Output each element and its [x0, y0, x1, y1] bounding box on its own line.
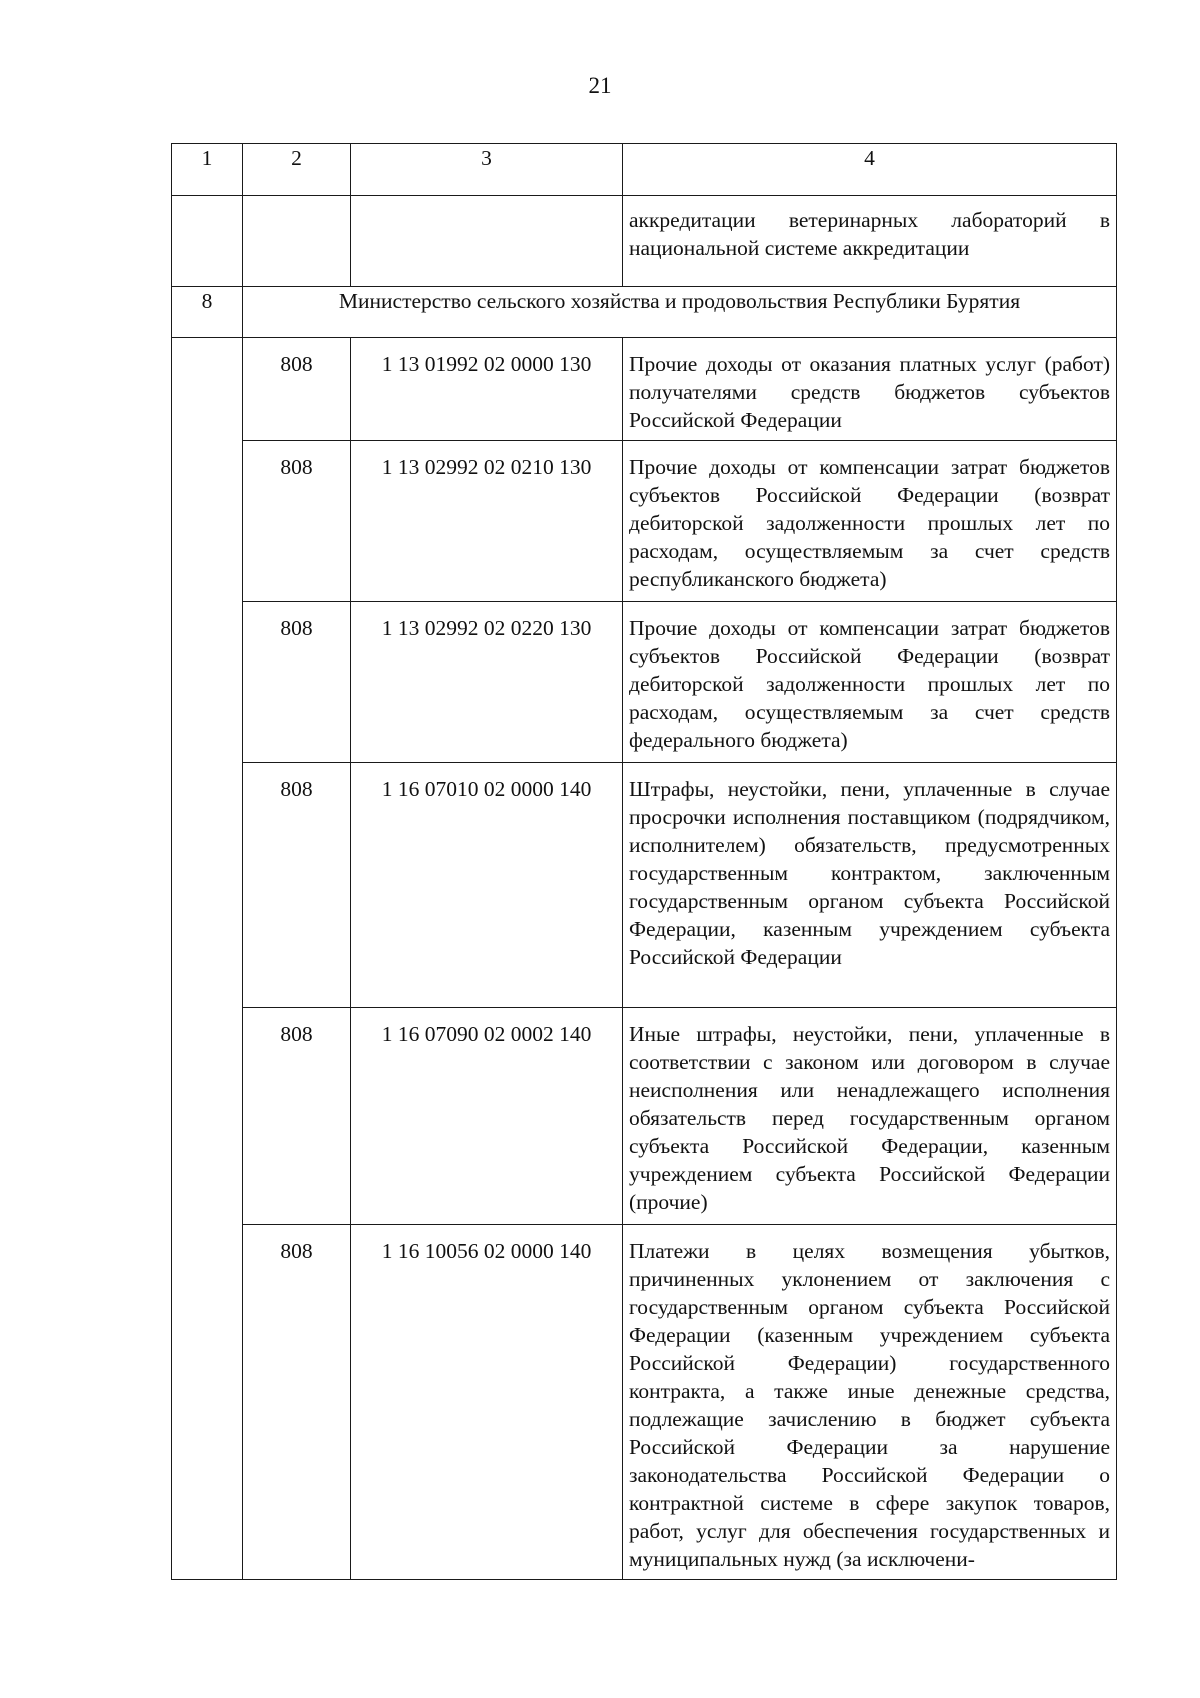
revenue-description: Прочие доходы от оказания платных услуг (работ) получателями средств бюджетов субъектов Российской Федерации [623, 338, 1117, 441]
header-col-3: 3 [351, 144, 623, 196]
table-row [172, 602, 1117, 763]
revenue-description: Штрафы, неустойки, пени, уплаченные в случае просрочки исполнения поставщиком (подрядчиком, исполнителем) обязательств, предусмотренных государственным контрактом, заключенным государственным органом субъекта Российской Федерации, казенным учреждением субъекта Российской Федерации [623, 763, 1117, 1008]
admin-code: 808 [243, 441, 351, 602]
admin-code: 808 [243, 338, 351, 441]
continuation-text: аккредитации ветеринарных лабораторий в национальной системе аккредитации [623, 196, 1117, 287]
empty-cell [351, 196, 623, 287]
continuation-row [172, 196, 1117, 287]
empty-cell [172, 196, 243, 287]
revenue-code: 1 13 02992 02 0220 130 [351, 602, 623, 763]
revenue-code: 1 16 07090 02 0002 140 [351, 1008, 623, 1225]
section-title: Министерство сельского хозяйства и продовольствия Республики Бурятия [243, 287, 1117, 338]
table-row [172, 1008, 1117, 1225]
page-number: 21 [588, 73, 612, 98]
empty-cell [243, 196, 351, 287]
table-row [172, 1225, 1117, 1580]
revenue-code: 1 16 10056 02 0000 140 [351, 1225, 623, 1580]
header-col-2: 2 [243, 144, 351, 196]
revenue-code: 1 13 02992 02 0210 130 [351, 441, 623, 602]
admin-code: 808 [243, 763, 351, 1008]
admin-code: 808 [243, 1225, 351, 1580]
table-row [172, 763, 1117, 1008]
header-col-1: 1 [172, 144, 243, 196]
revenue-description: Прочие доходы от компенсации затрат бюджетов субъектов Российской Федерации (возврат дебиторской задолженности прошлых лет по расходам, осуществляемым за счет средств федерального бюджета) [623, 602, 1117, 763]
empty-cell [172, 338, 243, 1580]
revenue-description: Прочие доходы от компенсации затрат бюджетов субъектов Российской Федерации (возврат дебиторской задолженности прошлых лет по расходам, осуществляемым за счет средств республиканского бюджета) [623, 441, 1117, 602]
revenue-code: 1 16 07010 02 0000 140 [351, 763, 623, 1008]
revenue-description: Иные штрафы, неустойки, пени, уплаченные в соответствии с законом или договором в случае неисполнения или ненадлежащего исполнения обязательств перед государственным органом субъекта Российской Федерации, казенным учреждением субъекта Российской Федерации (прочие) [623, 1008, 1117, 1225]
admin-code: 808 [243, 1008, 351, 1225]
table-row [172, 441, 1117, 602]
table-header-row [172, 144, 1117, 196]
table-row [172, 338, 1117, 441]
section-row [172, 287, 1117, 338]
section-number: 8 [172, 287, 243, 338]
header-col-4: 4 [623, 144, 1117, 196]
revenue-codes-table [171, 143, 1117, 1580]
admin-code: 808 [243, 602, 351, 763]
revenue-description: Платежи в целях возмещения убытков, причиненных уклонением от заключения с государственным органом субъекта Российской Федерации (казенным учреждением субъекта Российской Федерации) государственного контракта, а также иные денежные средства, подлежащие зачислению в бюджет субъекта Российской Федерации за нарушение законодательства Российской Федерации о контрактной системе в сфере закупок товаров, работ, услуг для обеспечения государственных и муниципальных нужд (за исключени- [623, 1225, 1117, 1580]
revenue-code: 1 13 01992 02 0000 130 [351, 338, 623, 441]
